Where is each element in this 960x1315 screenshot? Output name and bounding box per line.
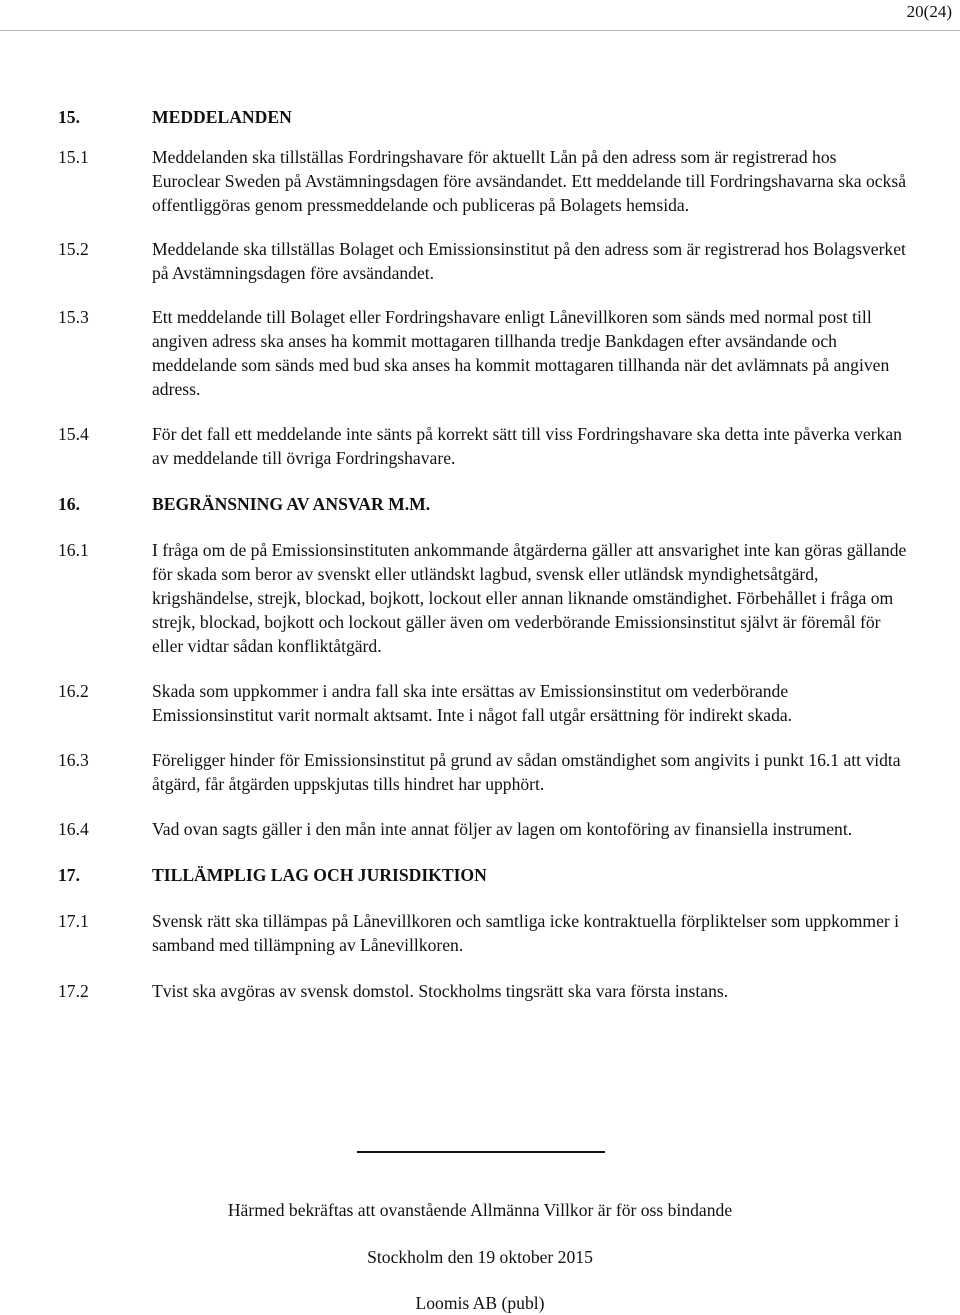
clause-16-2 (58, 679, 908, 727)
clause-text: Föreligger hinder för Emissionsinstitut på grund av sådan omständighet som angivits i punkt 16.1 att vidta åtgärd, får åtgärden uppskjutas tills hindret har upphört. (152, 750, 901, 794)
section-number: 15. (58, 107, 80, 127)
clause-number: 16.4 (58, 819, 89, 839)
section-heading-17 (58, 863, 908, 887)
clause-15-2 (58, 237, 908, 285)
clause-number: 15.4 (58, 424, 89, 444)
clause-number: 17.1 (58, 911, 89, 931)
section-heading-16 (58, 492, 908, 516)
section-heading-15 (58, 105, 908, 129)
clause-number: 16.1 (58, 540, 89, 560)
place-date: Stockholm den 19 oktober 2015 (367, 1247, 593, 1267)
clause-text: I fråga om de på Emissionsinstituten ankommande åtgärderna gäller att ansvarighet inte kan göras gällande för skada som beror av svenskt eller utländskt lagbud, svensk eller utländsk myndighetsåtgärd, krigshändelse, strejk, blockad, bojkott, lockout eller annan liknande omständighet. Förbehållet i fråga om strejk, blockad, bojkott och lockout gäller även om vederbörande Emissionsinstitut självt är föremål för eller vidtar sådan konfliktåtgärd. (152, 540, 907, 656)
clause-text: Skada som uppkommer i andra fall ska inte ersättas av Emissionsinstitut om vederbörande Emissionsinstitut varit normalt aktsamt. Inte i något fall utgår ersättning för indirekt skada. (152, 681, 793, 725)
clause-number: 16.2 (58, 681, 89, 701)
company-name: Loomis AB (publ) (415, 1293, 545, 1313)
clause-text: Tvist ska avgöras av svensk domstol. Stockholms tingsrätt ska vara första instans. (152, 981, 729, 1001)
clause-15-3 (58, 305, 908, 401)
section-title: TILLÄMPLIG LAG OCH JURISDIKTION (152, 865, 487, 885)
clause-number: 15.2 (58, 239, 89, 259)
clause-16-4 (58, 817, 908, 841)
signature-line (357, 1151, 605, 1153)
clause-number: 16.3 (58, 750, 89, 770)
clause-16-1 (58, 538, 908, 658)
document-body (58, 105, 908, 1003)
header-divider (0, 30, 960, 31)
clause-15-4 (58, 422, 908, 470)
section-title: MEDDELANDEN (152, 107, 292, 127)
clause-number: 17.2 (58, 981, 89, 1001)
clause-17-1 (58, 909, 908, 957)
section-number: 17. (58, 865, 80, 885)
clause-text: För det fall ett meddelande inte sänts på korrekt sätt till viss Fordringshavare ska detta inte påverka verkan av meddelande till övriga Fordringshavare. (152, 424, 902, 468)
clause-text: Vad ovan sagts gäller i den mån inte annat följer av lagen om kontoföring av finansiella instrument. (152, 819, 853, 839)
clause-15-1 (58, 145, 908, 217)
clause-number: 15.1 (58, 147, 89, 167)
clause-17-2 (58, 979, 908, 1003)
clause-text: Meddelanden ska tillställas Fordringshavare för aktuellt Lån på den adress som är registrerad hos Euroclear Sweden på Avstämningsdagen före avsändandet. Ett meddelande till Fordringshavarna ska också offentliggöras genom pressmeddelande och publiceras på Bolagets hemsida. (152, 147, 907, 215)
clause-text: Ett meddelande till Bolaget eller Fordringshavare enligt Lånevillkoren som sänds med normal post till angiven adress ska anses ha kommit mottagaren tillhanda tredje Bankdagen efter avsändande och meddelande som sänds med bud ska anses ha kommit mottagaren tillhanda när det avlämnats på angiven adress. (152, 307, 890, 399)
page-number: 20(24) (906, 2, 952, 21)
clause-text: Meddelande ska tillställas Bolaget och Emissionsinstitut på den adress som är registrerad hos Bolagsverket på Avstämningsdagen före avsändandet. (152, 239, 906, 283)
clause-text: Svensk rätt ska tillämpas på Lånevillkoren och samtliga icke kontraktuella förpliktelser som uppkommer i samband med tillämpning av Lånevillkoren. (152, 911, 900, 955)
section-title: BEGRÄNSNING AV ANSVAR M.M. (152, 494, 431, 514)
clause-number: 15.3 (58, 307, 89, 327)
confirmation-text: Härmed bekräftas att ovanstående Allmänna Villkor är för oss bindande (227, 1200, 733, 1220)
section-number: 16. (58, 494, 80, 514)
clause-16-3 (58, 748, 908, 796)
